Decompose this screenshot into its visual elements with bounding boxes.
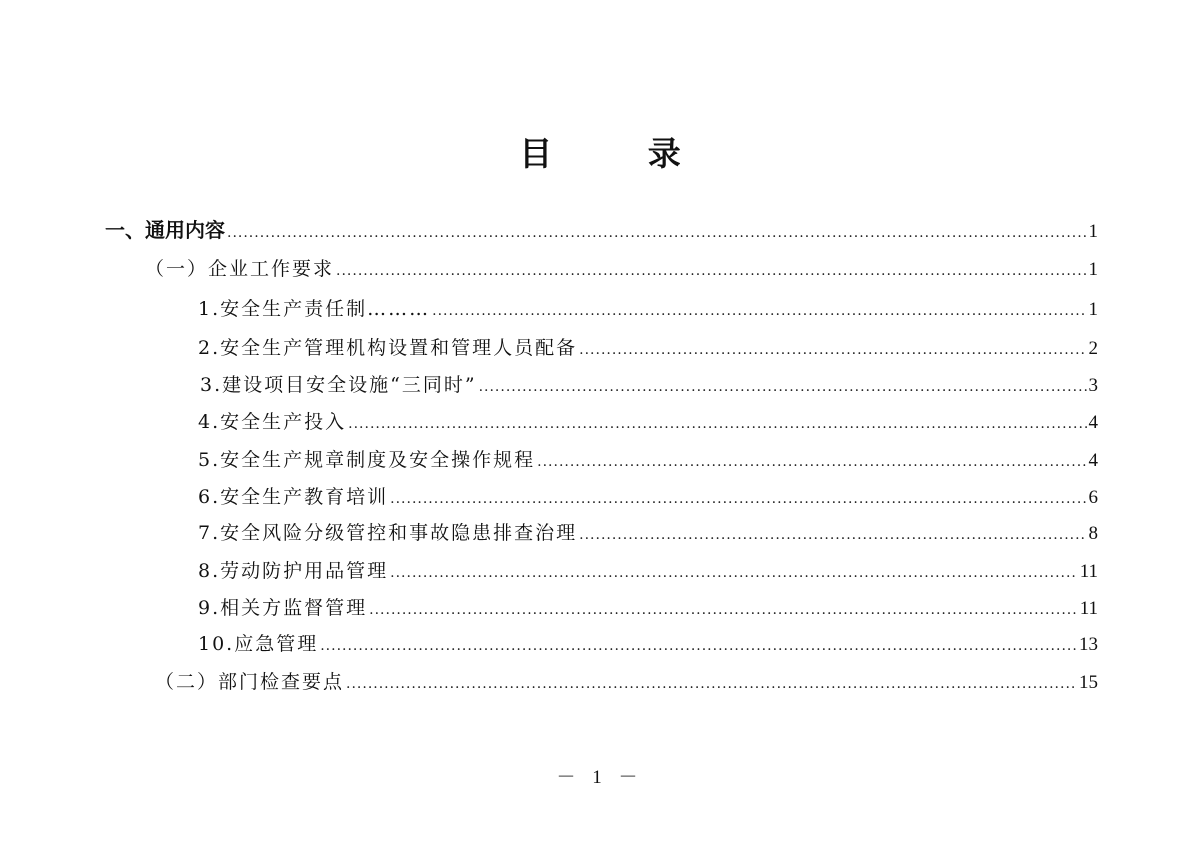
toc-page-number: 1 bbox=[1088, 221, 1098, 242]
toc-entry-label: 10.应急管理 bbox=[198, 633, 319, 655]
toc-entry-6[interactable] bbox=[198, 485, 1098, 511]
toc-entry-10[interactable] bbox=[198, 632, 1098, 658]
toc-entry-label: 6.安全生产教育培训 bbox=[198, 486, 389, 508]
toc-leader-dots bbox=[579, 523, 1086, 547]
toc-entry-9[interactable] bbox=[198, 596, 1098, 622]
toc-entry-1[interactable] bbox=[198, 297, 1098, 323]
toc-leader-dots bbox=[432, 299, 1086, 323]
page-number-footer: － 1 － bbox=[556, 767, 644, 788]
toc-page-number: 3 bbox=[1088, 375, 1098, 396]
toc-page-number: 2 bbox=[1088, 338, 1098, 359]
toc-entry-general[interactable] bbox=[105, 218, 1098, 245]
toc-entry-7[interactable] bbox=[198, 521, 1098, 547]
toc-leader-dots bbox=[479, 375, 1087, 399]
toc-leader-dots bbox=[346, 672, 1077, 696]
toc-entry-label: （一）企业工作要求 bbox=[145, 258, 335, 280]
toc-entry-label: 5.安全生产规章制度及安全操作规程 bbox=[198, 449, 536, 471]
toc-page-number: 1 bbox=[1088, 259, 1098, 280]
toc-page-number: 11 bbox=[1079, 598, 1098, 619]
toc-entry-label: 一、通用内容 bbox=[105, 218, 225, 242]
toc-leader-dots bbox=[227, 221, 1087, 245]
toc-page-number: 13 bbox=[1079, 634, 1098, 655]
toc-entry-label: 9.相关方监督管理 bbox=[198, 597, 368, 619]
toc-page-number: 11 bbox=[1079, 561, 1098, 582]
toc-page-number: 1 bbox=[1088, 299, 1098, 320]
toc-page-number: 15 bbox=[1079, 672, 1098, 693]
toc-page-number: 8 bbox=[1088, 523, 1098, 544]
toc-leader-dots bbox=[579, 338, 1086, 362]
toc-leader-dots bbox=[348, 412, 1086, 436]
toc-entry-label: 1.安全生产责任制……… bbox=[198, 298, 431, 320]
toc-leader-dots bbox=[336, 259, 1086, 283]
toc-entry-label: 7.安全风险分级管控和事故隐患排查治理 bbox=[198, 522, 578, 544]
toc-entry-label: 2.安全生产管理机构设置和管理人员配备 bbox=[198, 337, 578, 359]
toc-leader-dots bbox=[320, 634, 1077, 658]
toc-leader-dots bbox=[537, 450, 1086, 474]
toc-leader-dots bbox=[390, 561, 1078, 585]
toc-entry-label: 8.劳动防护用品管理 bbox=[198, 560, 389, 582]
toc-entry-4[interactable] bbox=[198, 410, 1098, 436]
toc-leader-dots bbox=[390, 487, 1086, 511]
toc-page-number: 4 bbox=[1088, 450, 1098, 471]
toc-entry-2[interactable] bbox=[198, 336, 1098, 362]
page-title: 目 录 bbox=[519, 134, 723, 173]
toc-page-number: 6 bbox=[1088, 487, 1098, 508]
toc-page-number: 4 bbox=[1088, 412, 1098, 433]
toc-entry-enterprise-requirements[interactable] bbox=[145, 257, 1098, 283]
toc-entry-5[interactable] bbox=[198, 448, 1098, 474]
toc-entry-8[interactable] bbox=[198, 559, 1098, 585]
toc-entry-3[interactable] bbox=[200, 373, 1098, 399]
toc-entry-label: 3.建设项目安全设施“三同时” bbox=[200, 374, 477, 396]
toc-leader-dots bbox=[369, 598, 1078, 622]
toc-entry-label: 4.安全生产投入 bbox=[198, 411, 347, 433]
toc-entry-label: （二）部门检查要点 bbox=[155, 671, 345, 693]
toc-entry-department-checkpoints[interactable] bbox=[155, 670, 1098, 696]
